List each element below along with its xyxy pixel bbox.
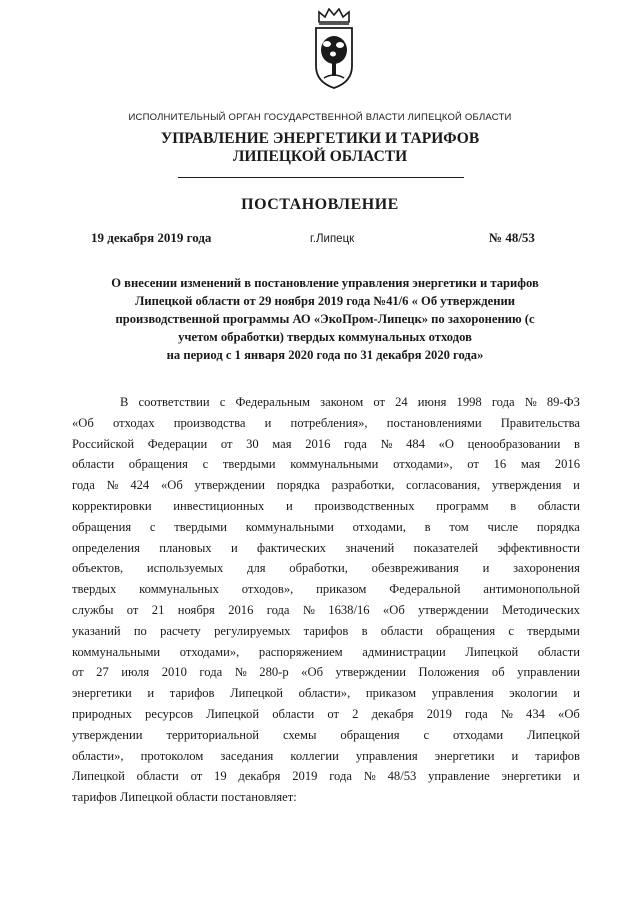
- header-divider: [178, 177, 464, 178]
- body-line: указаний по расчету регулируемых тарифов в области обращения с твердыми: [72, 623, 580, 638]
- subject-line: на период с 1 января 2020 года по 31 декабря 2020 года»: [166, 348, 484, 362]
- body-line: твердых коммунальных отходов», приказом Федеральной антимонопольной: [72, 582, 580, 597]
- subject-line: учетом обработки) твердых коммунальных отходов: [178, 330, 472, 344]
- subject-line: Липецкой области от 29 ноября 2019 года №41/6 « Об утверждении: [134, 294, 516, 308]
- document-title: ПОСТАНОВЛЕНИЕ: [241, 196, 399, 213]
- document-number: № 48/53: [489, 230, 535, 245]
- coat-of-arms-emblem: [311, 8, 357, 92]
- document-subject: [70, 274, 580, 364]
- document-city: г.Липецк: [310, 233, 355, 245]
- issuing-authority-line: ИСПОЛНИТЕЛЬНЫЙ ОРГАН ГОСУДАРСТВЕННОЙ ВЛАСТИ ЛИПЕЦКОЙ ОБЛАСТИ: [128, 112, 512, 123]
- subject-line: производственной программы АО «ЭкоПром-Липецк» по захоронению (с: [115, 312, 535, 326]
- subject-line: О внесении изменений в постановление управления энергетики и тарифов: [111, 276, 539, 290]
- body-line: тарифов Липецкой области постановляет:: [72, 790, 297, 805]
- department-name-line-1: УПРАВЛЕНИЕ ЭНЕРГЕТИКИ И ТАРИФОВ: [160, 130, 480, 147]
- body-line: коммунальными отходами», распоряжением администрации Липецкой области: [72, 644, 580, 659]
- body-line: от 27 июля 2010 года № 280-р «Об утверждении Положения об управлении: [72, 665, 580, 680]
- body-line: обращения с твердыми коммунальными отходами, в том числе порядка: [72, 519, 580, 534]
- body-line: Липецкой области от 19 декабря 2019 года № 48/53 управление энергетики и: [72, 769, 580, 784]
- document-date: 19 декабря 2019 года: [91, 230, 212, 245]
- body-line: корректировки инвестиционных и производственных программ в области: [72, 498, 580, 513]
- body-line: области», протоколом заседания коллегии управления энергетики и тарифов: [72, 748, 580, 763]
- department-name-line-2: ЛИПЕЦКОЙ ОБЛАСТИ: [232, 148, 408, 165]
- body-line: природных ресурсов Липецкой области от 2 декабря 2019 года № 434 «Об: [72, 706, 580, 721]
- body-line: года № 424 «Об утверждении порядка разработки, согласования, утверждения и: [72, 478, 580, 493]
- body-line: утверждении территориальной схемы обращения с отходами Липецкой: [72, 727, 580, 742]
- body-line: энергетики и тарифов Липецкой области», приказом управления экологии и: [72, 686, 580, 701]
- body-line: службы от 21 ноября 2016 года № 1638/16 «Об утверждении Методических: [72, 602, 580, 617]
- body-line: определения плановых и фактических значений показателей эффективности: [72, 540, 580, 555]
- body-line: В соответствии с Федеральным законом от 24 июня 1998 года № 89-ФЗ: [120, 395, 580, 409]
- body-line: области обращения с твердыми коммунальными отходами», от 16 мая 2016: [72, 457, 580, 472]
- department-name: [0, 130, 640, 166]
- document-body: [72, 392, 580, 808]
- body-line: объектов, используемых для обработки, обезвреживания и захоронения: [72, 561, 580, 576]
- body-line: «Об отходах производства и потребления», постановлениями Правительства: [72, 415, 580, 430]
- body-line: Российской Федерации от 30 мая 2016 года № 484 «О ценообразовании в: [72, 436, 580, 451]
